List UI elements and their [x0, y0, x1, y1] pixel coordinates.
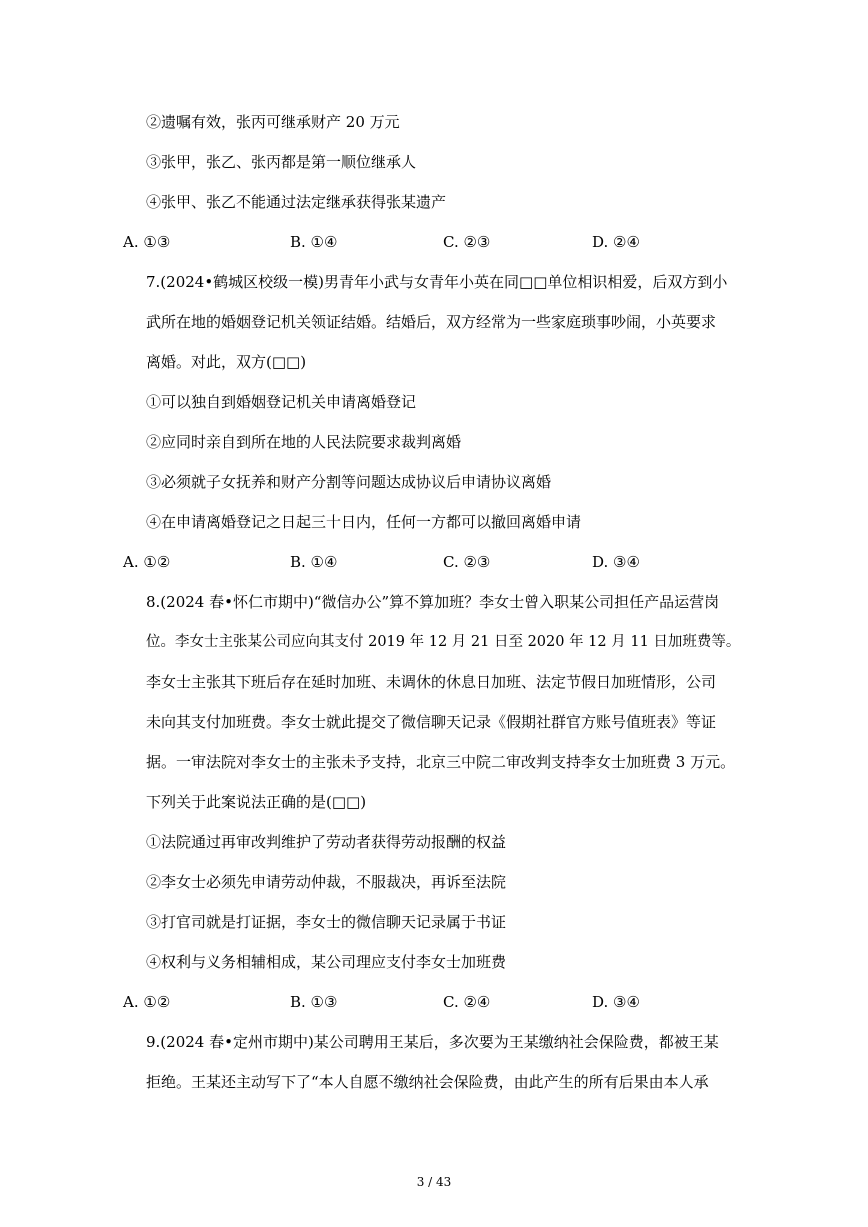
q8-option-d: D. ③④: [592, 993, 640, 1011]
q6-option-a: A. ①③: [123, 233, 171, 251]
q6-item-2: ②遗嘱有效，张丙可继承财产 20 万元: [146, 113, 400, 131]
q7-item-3: ③必须就子女抚养和财产分割等问题达成协议后申请协议离婚: [146, 473, 552, 491]
q6-option-c: C. ②③: [443, 233, 491, 251]
q7-stem-line-1: 7.(2024•鹤城区校级一模)男青年小武与女青年小英在同□□单位相识相爱，后双方到小: [146, 273, 728, 291]
q7-item-2: ②应同时亲自到所在地的人民法院要求裁判离婚: [146, 433, 462, 451]
q7-item-1: ①可以独自到婚姻登记机关申请离婚登记: [146, 393, 417, 411]
q9-stem-line-2: 拒绝。王某还主动写下了“本人自愿不缴纳社会保险费，由此产生的所有后果由本人承: [146, 1073, 709, 1091]
q8-stem-line-6: 下列关于此案说法正确的是(□□): [146, 793, 367, 811]
q8-item-4: ④权利与义务相辅相成，某公司理应支付李女士加班费: [146, 953, 507, 971]
q8-stem-line-3: 李女士主张其下班后存在延时加班、未调休的休息日加班、法定节假日加班情形，公司: [146, 673, 717, 691]
q6-option-d: D. ②④: [592, 233, 640, 251]
q7-option-a: A. ①②: [123, 553, 171, 571]
q8-stem-line-5: 据。一审法院对李女士的主张未予支持，北京三中院二审改判支持李女士加班费 3 万元。: [146, 753, 736, 771]
q8-stem-line-2: 位。李女士主张某公司应向其支付 2019 年 12 月 21 日至 2020 年 12 月 11 日加班费等。: [146, 634, 741, 650]
q7-stem-line-3: 离婚。对此，双方(□□): [146, 353, 307, 371]
q8-option-c: C. ②④: [443, 993, 491, 1011]
q8-option-b: B. ①③: [290, 993, 338, 1011]
q8-item-1: ①法院通过再审改判维护了劳动者获得劳动报酬的权益: [146, 833, 507, 851]
q7-option-c: C. ②③: [443, 553, 491, 571]
q6-item-4: ④张甲、张乙不能通过法定继承获得张某遗产: [146, 193, 447, 211]
q8-item-3: ③打官司就是打证据，李女士的微信聊天记录属于书证: [146, 913, 507, 931]
q8-stem-line-4: 未向其支付加班费。李女士就此提交了微信聊天记录《假期社群官方账号值班表》等证: [146, 713, 717, 731]
q7-item-4: ④在申请离婚登记之日起三十日内，任何一方都可以撤回离婚申请: [146, 513, 582, 531]
q6-option-b: B. ①④: [290, 233, 338, 251]
q8-stem-line-1: 8.(2024 春•怀仁市期中)“微信办公”算不算加班？李女士曾入职某公司担任产品运营岗: [146, 593, 720, 611]
page-number: 3 / 43: [416, 1175, 452, 1189]
q7-option-b: B. ①④: [290, 553, 338, 571]
q7-stem-line-2: 武所在地的婚姻登记机关领证结婚。结婚后，双方经常为一些家庭琐事吵闹，小英要求: [146, 313, 717, 331]
q6-item-3: ③张甲，张乙、张丙都是第一顺位继承人: [146, 153, 417, 171]
q8-item-2: ②李女士必须先申请劳动仲裁，不服裁决，再诉至法院: [146, 873, 507, 891]
q7-option-d: D. ③④: [592, 553, 640, 571]
q9-stem-line-1: 9.(2024 春•定州市期中)某公司聘用王某后，多次要为王某缴纳社会保险费，都被王某: [146, 1033, 719, 1051]
q8-option-a: A. ①②: [123, 993, 171, 1011]
